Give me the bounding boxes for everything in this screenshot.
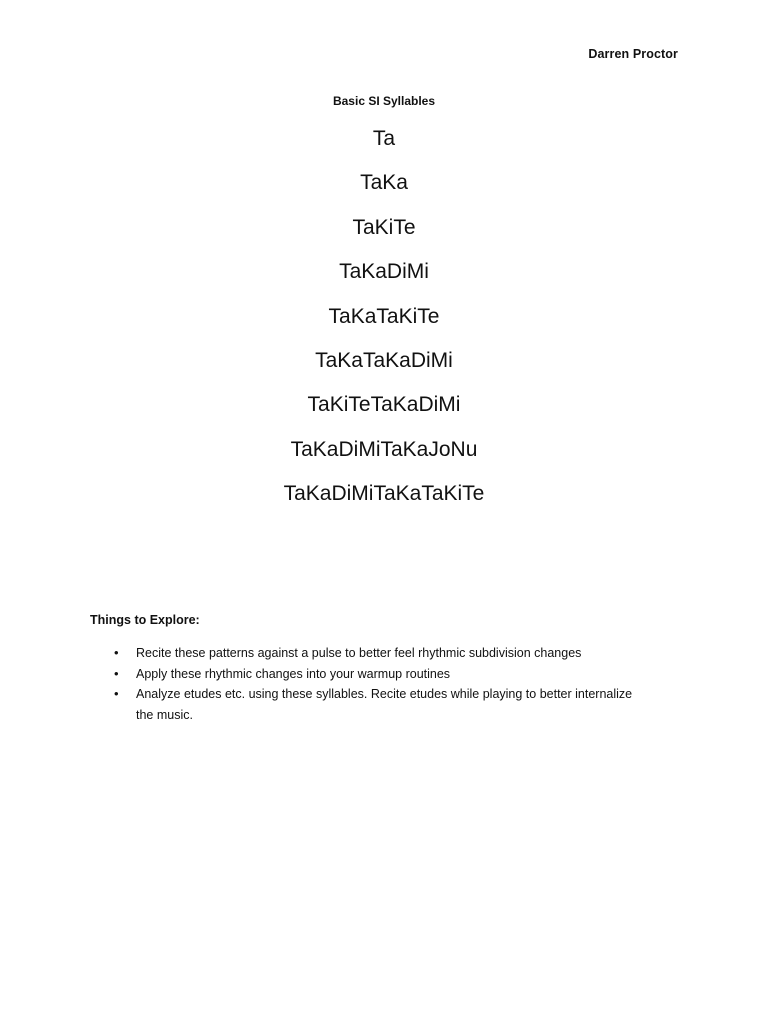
- section-heading: Things to Explore:: [90, 613, 200, 627]
- list-item-text: Analyze etudes etc. using these syllables. Recite etudes while playing to better internalize the music.: [136, 687, 633, 722]
- list-item: [90, 643, 650, 664]
- syllable-item: TaKaDiMiTaKaTaKiTe: [283, 482, 485, 506]
- bullet-list: [90, 643, 650, 725]
- list-item: [90, 664, 650, 685]
- syllable-list: [0, 121, 768, 521]
- syllable-item: TaKaDiMiTaKaJoNu: [290, 437, 478, 461]
- syllable-item: TaKaDiMi: [339, 260, 429, 284]
- syllable-item: Ta: [372, 127, 396, 150]
- syllable-item: TaKiTeTaKaDiMi: [307, 393, 461, 417]
- syllable-item: TaKa: [360, 171, 408, 195]
- bullet-icon: •: [114, 645, 119, 660]
- list-item-text: Recite these patterns against a pulse to better feel rhythmic subdivision changes: [136, 646, 582, 660]
- syllable-item: TaKiTe: [352, 215, 416, 239]
- bullet-icon: •: [114, 686, 119, 701]
- syllable-item: TaKaTaKiTe: [328, 304, 440, 328]
- list-item-text: Apply these rhythmic changes into your warmup routines: [136, 666, 451, 681]
- author-name: Darren Proctor: [588, 47, 678, 61]
- syllable-item: TaKaTaKaDiMi: [315, 348, 453, 372]
- page-title: Basic SI Syllables: [332, 94, 436, 108]
- list-item: [90, 684, 650, 725]
- bullet-icon: •: [114, 665, 119, 681]
